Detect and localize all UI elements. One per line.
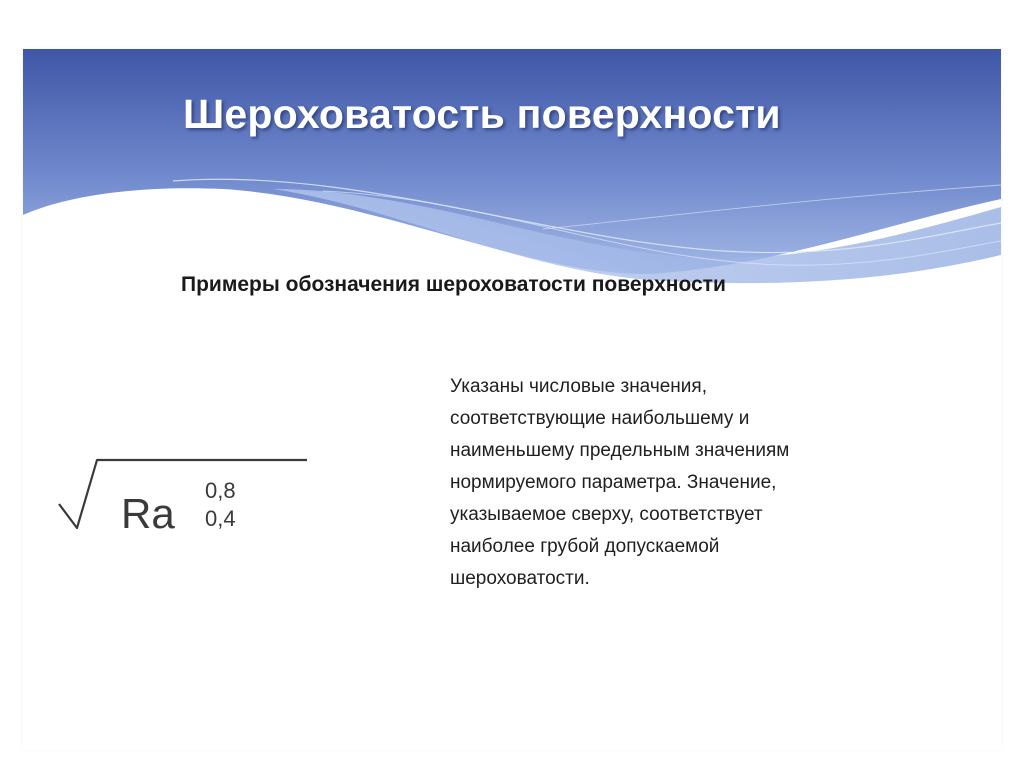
roughness-lower-value: 0,4: [205, 506, 236, 531]
slide-title: Шероховатость поверхности: [183, 91, 781, 137]
slide: [23, 49, 1001, 750]
description-line: наименьшему предельным значениям: [450, 440, 790, 461]
roughness-symbol: [55, 446, 307, 550]
description-text: [450, 371, 900, 595]
description-line: нормируемого параметра. Значение,: [450, 472, 777, 493]
roughness-sign-icon: [59, 460, 307, 528]
description-line: Указаны числовые значения,: [450, 376, 707, 397]
description-line: соответствующие наибольшему и: [450, 408, 750, 429]
description-line: шероховатости.: [450, 568, 590, 589]
slide-subtitle: Примеры обозначения шероховатости поверхности: [181, 273, 726, 296]
roughness-parameter: Ra: [121, 490, 175, 537]
description-line: указываемое сверху, соответствует: [450, 504, 763, 525]
description-line: наиболее грубой допускаемой: [450, 536, 720, 557]
roughness-upper-value: 0,8: [205, 478, 236, 503]
header-banner: [23, 49, 1001, 289]
